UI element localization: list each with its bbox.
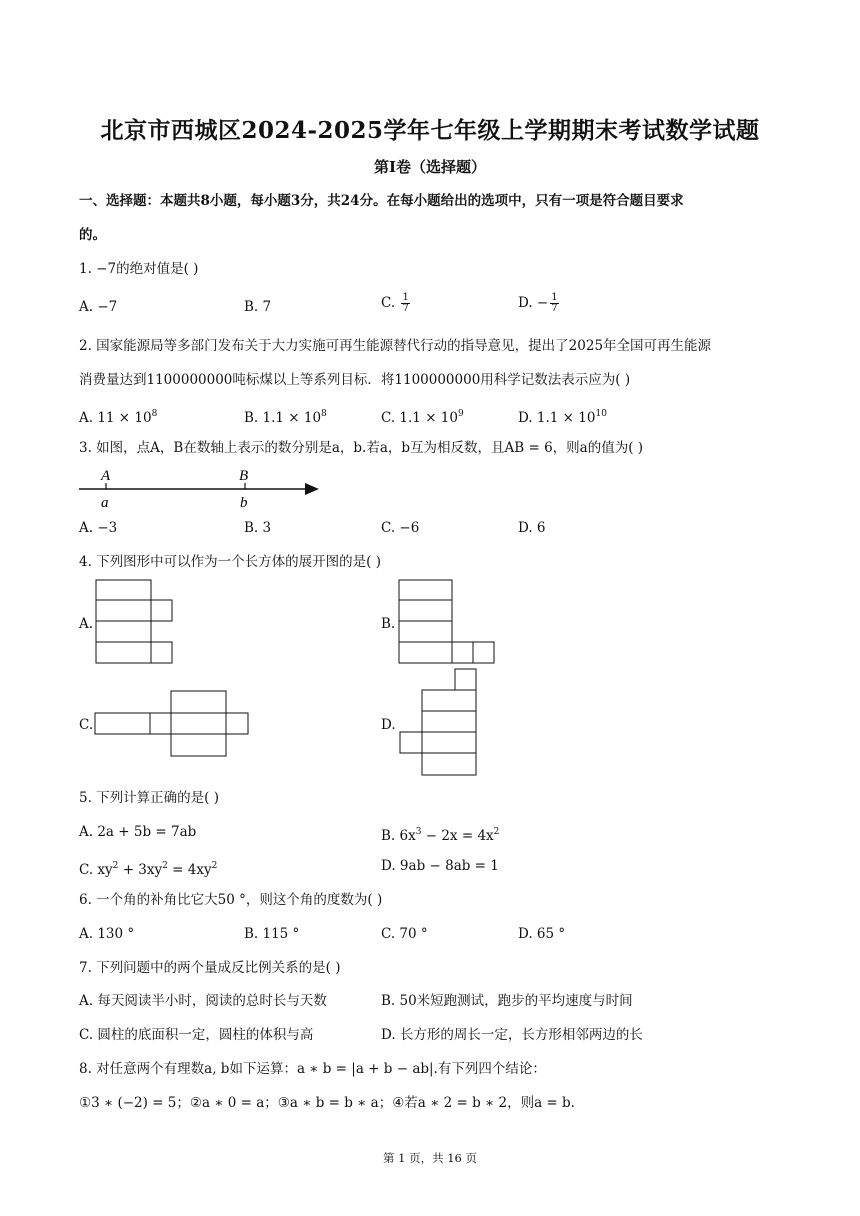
q7-option-b: B. 50米短跑测试，跑步的平均速度与时间 bbox=[381, 993, 633, 1009]
q5-option-d: D. 9ab − 8ab = 1 bbox=[381, 858, 499, 874]
q3-number-line-figure bbox=[75, 462, 335, 512]
point-b-label: B bbox=[239, 468, 249, 484]
q1-option-c-prefix: C. bbox=[381, 295, 400, 311]
page-title: 北京市西城区2024-2025学年七年级上学期期末考试数学试题 bbox=[100, 117, 760, 144]
q1-option-d-numerator: 1 bbox=[551, 292, 558, 303]
q1-option-a: A. −7 bbox=[79, 299, 118, 315]
q2-option-d-base: D. 1.1 × 10 bbox=[518, 410, 596, 426]
section-instructions-line1: 一、选择题：本题共8小题，每小题3分，共24分。在每小题给出的选项中，只有一项是符合题目要求 bbox=[79, 193, 684, 209]
q4-option-a-label: A. bbox=[79, 616, 94, 632]
q5-option-c-exp2: 2 bbox=[162, 861, 168, 871]
value-b-label: b bbox=[240, 495, 248, 511]
q6-stem: 6. 一个角的补角比它大50 °，则这个角的度数为( ) bbox=[79, 892, 383, 908]
q1-option-d-fraction bbox=[550, 293, 558, 314]
q2-option-b bbox=[244, 405, 327, 427]
q7-option-a: A. 每天阅读半小时，阅读的总时长与天数 bbox=[79, 993, 327, 1009]
section-subtitle: 第I卷（选择题） bbox=[373, 158, 487, 176]
q3-option-b: B. 3 bbox=[244, 520, 272, 536]
q2-stem-line1: 2. 国家能源局等多部门发布关于大力实施可再生能源替代行动的指导意见，提出了2025年全国可再生能源 bbox=[79, 338, 712, 354]
q3-option-c: C. −6 bbox=[381, 520, 420, 536]
q7-option-c: C. 圆柱的底面积一定，圆柱的体积与高 bbox=[79, 1027, 314, 1043]
q1-option-c-fraction bbox=[401, 293, 409, 314]
q1-option-c-denominator: 7 bbox=[402, 303, 409, 314]
q5-option-c-part3: = 4xy bbox=[167, 862, 212, 878]
page-footer: 第 1 页，共 16 页 bbox=[382, 1151, 478, 1165]
q5-option-c bbox=[79, 857, 217, 879]
q4-net-d-figure bbox=[399, 668, 481, 778]
q5-stem: 5. 下列计算正确的是( ) bbox=[79, 790, 219, 806]
q1-option-c bbox=[381, 293, 410, 314]
q2-option-c bbox=[381, 405, 464, 427]
q4-option-d-label: D. bbox=[381, 717, 396, 733]
q2-option-c-base: C. 1.1 × 10 bbox=[381, 410, 458, 426]
q1-option-d bbox=[518, 293, 559, 314]
section-instructions-line2: 的。 bbox=[79, 227, 106, 243]
value-a-label: a bbox=[101, 495, 109, 511]
q5-option-b-exp1: 3 bbox=[415, 827, 422, 837]
q2-option-c-exponent: 9 bbox=[457, 409, 464, 419]
q3-stem: 3. 如图，点A，B在数轴上表示的数分别是a，b.若a，b互为相反数，且AB = 6，则a的值为( ) bbox=[79, 440, 644, 456]
q5-option-c-part1: C. xy bbox=[79, 862, 113, 878]
q1-option-d-prefix: D. − bbox=[518, 295, 549, 311]
point-a-label: A bbox=[101, 468, 111, 484]
q5-option-b-part2: − 2x = 4x bbox=[421, 828, 494, 844]
q2-option-d-exponent: 10 bbox=[595, 409, 607, 419]
q4-net-c-figure bbox=[94, 690, 252, 760]
q4-stem: 4. 下列图形中可以作为一个长方体的展开图的是( ) bbox=[79, 554, 381, 570]
q1-option-b: B. 7 bbox=[244, 299, 272, 315]
q6-option-a: A. 130 ° bbox=[79, 926, 135, 942]
q8-conclusions: ①3 ∗ (−2) = 5；②a ∗ 0 = a；③a ∗ b = b ∗ a；④若a ∗ 2 = b ∗ 2，则a = b. bbox=[79, 1095, 575, 1111]
q7-option-d: D. 长方形的周长一定，长方形相邻两边的长 bbox=[381, 1027, 643, 1043]
q4-option-b-label: B. bbox=[381, 616, 396, 632]
q5-option-b bbox=[381, 823, 499, 845]
q2-option-b-exponent: 8 bbox=[321, 409, 327, 419]
q7-stem: 7. 下列问题中的两个量成反比例关系的是( ) bbox=[79, 960, 341, 976]
q3-option-d: D. 6 bbox=[518, 520, 546, 536]
q6-option-c: C. 70 ° bbox=[381, 926, 428, 942]
q5-option-c-part2: + 3xy bbox=[118, 862, 163, 878]
q2-option-d bbox=[518, 405, 607, 427]
q5-option-b-part1: B. 6x bbox=[381, 828, 416, 844]
q3-option-a: A. −3 bbox=[79, 520, 118, 536]
q1-stem: 1. −7的绝对值是( ) bbox=[79, 261, 199, 277]
q2-option-a bbox=[79, 405, 157, 427]
q4-net-b-figure bbox=[398, 579, 498, 665]
q2-stem-line2: 消费量达到1100000000吨标煤以上等系列目标．将1100000000用科学记数法表示应为( ) bbox=[79, 372, 631, 388]
q8-stem: 8. 对任意两个有理数a, b如下运算：a ∗ b = |a + b − ab|.有下列四个结论： bbox=[79, 1061, 546, 1077]
q4-option-c-label: C. bbox=[79, 717, 94, 733]
q2-option-b-base: B. 1.1 × 10 bbox=[244, 410, 322, 426]
q5-option-c-exp1: 2 bbox=[112, 861, 119, 871]
q1-option-c-numerator: 1 bbox=[402, 292, 409, 303]
q2-option-a-base: A. 11 × 10 bbox=[79, 410, 152, 426]
q4-net-a-figure bbox=[95, 579, 175, 665]
q2-option-a-exponent: 8 bbox=[151, 409, 158, 419]
q5-option-a: A. 2a + 5b = 7ab bbox=[79, 824, 197, 840]
q1-option-d-denominator: 7 bbox=[551, 303, 558, 314]
q6-option-d: D. 65 ° bbox=[518, 926, 566, 942]
q6-option-b: B. 115 ° bbox=[244, 926, 300, 942]
number-line-arrow-icon bbox=[305, 483, 319, 495]
q5-option-b-exp2: 2 bbox=[493, 827, 500, 837]
q5-option-c-exp3: 2 bbox=[211, 861, 218, 871]
